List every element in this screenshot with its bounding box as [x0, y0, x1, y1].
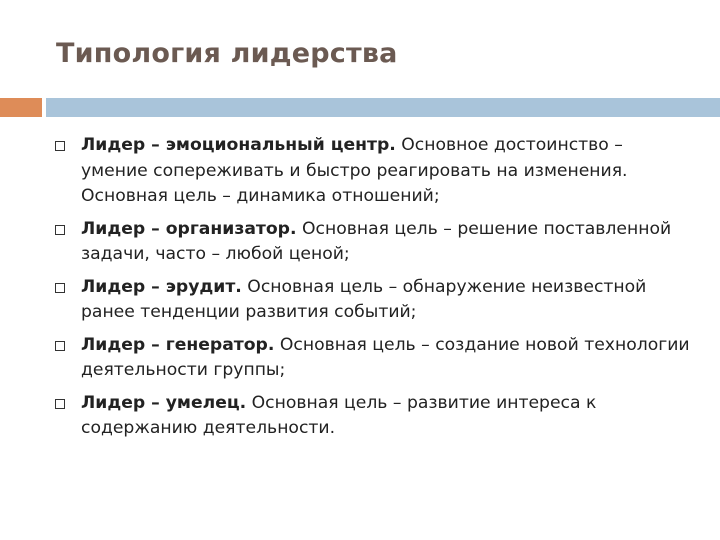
item-text: Основное достоинство – умение сопереживать и быстро реагировать на изменения. Основная цель – динамика отношений; — [81, 135, 628, 206]
square-bullet-icon — [55, 341, 65, 351]
list-item — [54, 333, 694, 384]
square-bullet-icon — [55, 141, 65, 151]
item-text: Основная цель – обнаружение неизвестной ранее тенденции развития событий; — [81, 276, 647, 322]
item-text: Основная цель – решение поставленной задачи, часто – любой ценой; — [81, 218, 672, 264]
slide-title: Типология лидерства — [56, 38, 398, 69]
item-term: Лидер – эрудит. — [81, 276, 242, 297]
item-term: Лидер – организатор. — [81, 218, 297, 239]
item-text: Основная цель – развитие интереса к содержанию деятельности. — [81, 392, 597, 438]
list-item — [54, 217, 694, 268]
bullet-list — [54, 133, 694, 449]
item-term: Лидер – умелец. — [81, 392, 247, 413]
list-item — [54, 275, 694, 326]
item-term: Лидер – генератор. — [81, 334, 275, 355]
square-bullet-icon — [55, 399, 65, 409]
accent-bar-blue — [46, 98, 720, 117]
list-item — [54, 391, 694, 442]
square-bullet-icon — [55, 225, 65, 235]
item-term: Лидер – эмоциональный центр. — [81, 135, 396, 155]
square-bullet-icon — [55, 283, 65, 293]
accent-bar-orange — [0, 98, 42, 117]
item-text: Основная цель – создание новой технологии деятельности группы; — [81, 334, 690, 380]
list-item — [54, 133, 694, 210]
